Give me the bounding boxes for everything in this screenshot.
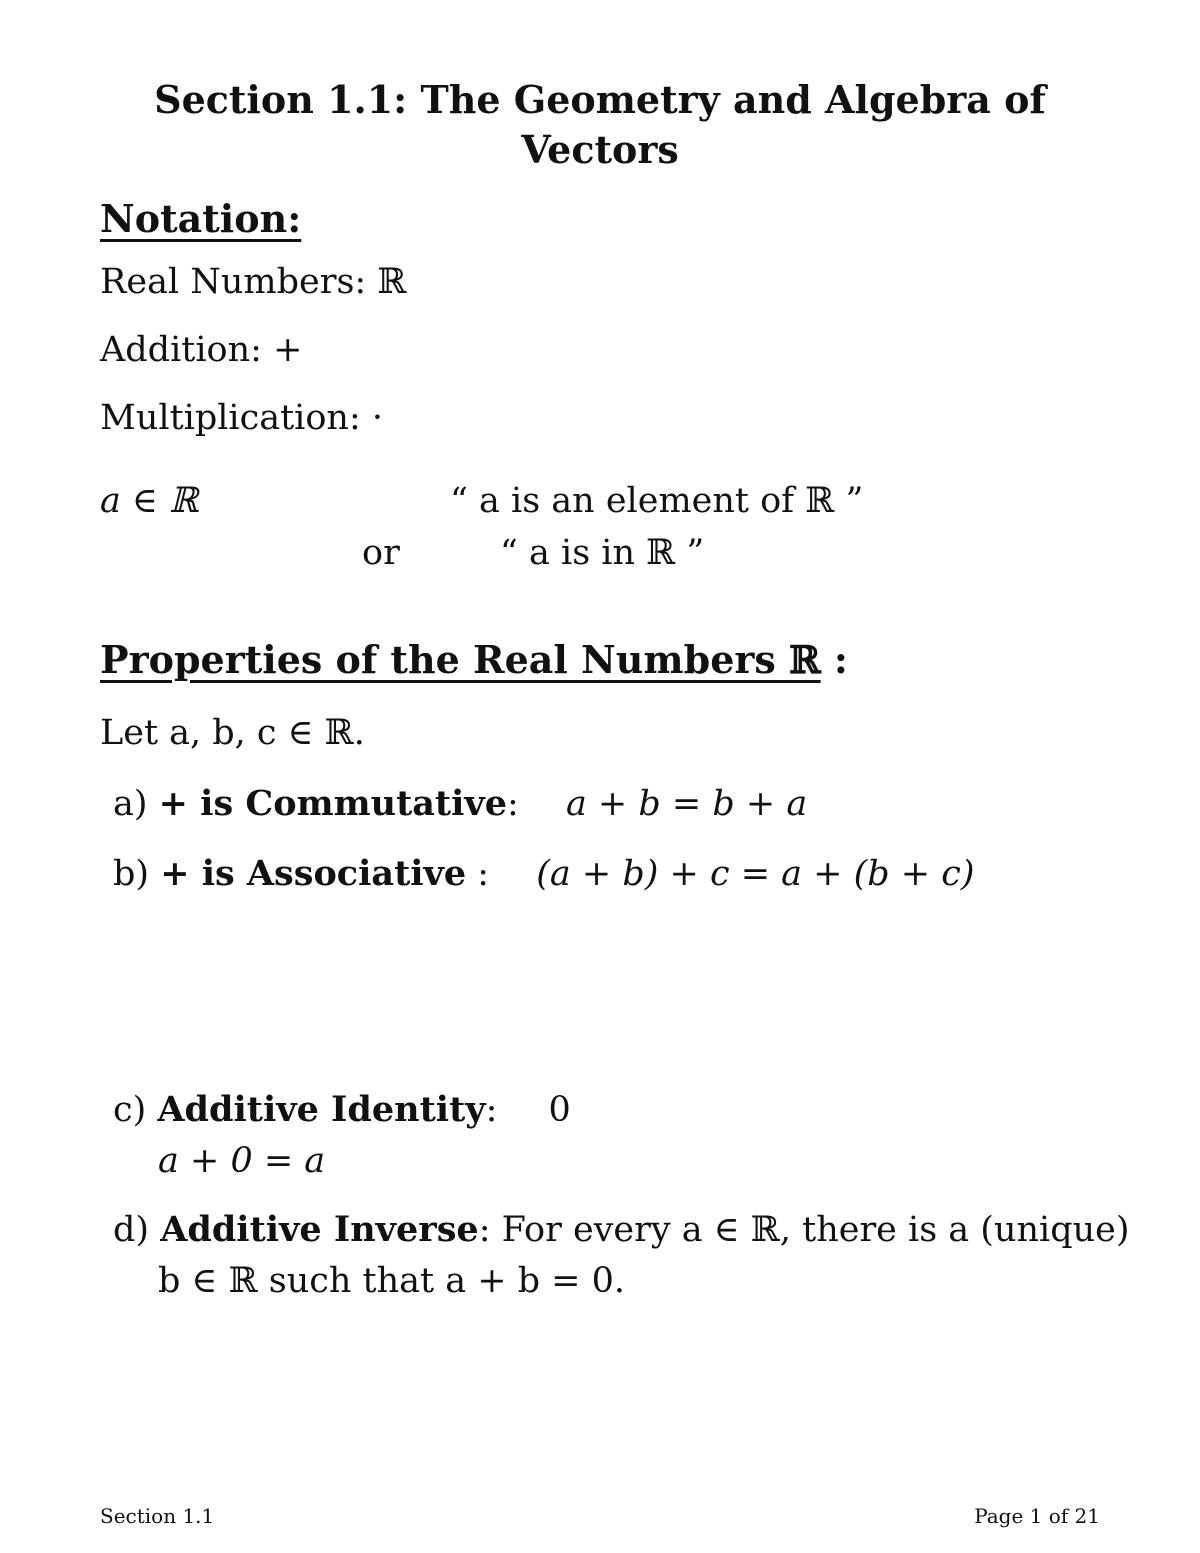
page-title-line2: Vectors xyxy=(521,127,679,172)
property-name: + is Associative xyxy=(160,853,467,894)
properties-heading-text: Properties of the Real Numbers ℝ xyxy=(100,637,821,682)
addition-line: Addition: + xyxy=(100,330,303,370)
item-label: c) xyxy=(113,1090,147,1130)
property-associative xyxy=(113,853,975,894)
property-name: Additive Identity xyxy=(157,1089,486,1130)
inverse-text-line2: b ∈ ℝ such that a + b = 0. xyxy=(158,1261,626,1301)
property-sep: : xyxy=(507,784,519,824)
item-label: b) xyxy=(113,854,150,894)
multiplication-line: Multiplication: · xyxy=(100,398,384,438)
property-sep: : xyxy=(466,854,490,894)
property-commutative xyxy=(113,783,807,824)
property-sep: : xyxy=(478,1210,491,1250)
property-sep: : xyxy=(485,1090,498,1130)
item-label: d) xyxy=(113,1210,150,1250)
item-label: a) xyxy=(113,784,148,824)
or-word: or xyxy=(362,533,400,573)
let-statement: Let a, b, c ∈ ℝ. xyxy=(100,713,365,753)
membership-symbol: a ∈ ℝ xyxy=(100,481,199,521)
identity-formula: a + 0 = a xyxy=(158,1141,326,1181)
is-in-phrase: “ a is in ℝ ” xyxy=(500,533,705,573)
property-formula: (a + b) + c = a + (b + c) xyxy=(536,854,975,894)
inverse-text-line1: For every a ∈ ℝ, there is a (unique) xyxy=(501,1210,1130,1250)
real-numbers-line: Real Numbers: ℝ xyxy=(100,262,407,302)
footer-section: Section 1.1 xyxy=(100,1504,215,1528)
element-of-phrase: “ a is an element of ℝ ” xyxy=(450,481,864,521)
properties-heading xyxy=(100,637,848,682)
notation-heading: Notation: xyxy=(100,196,302,241)
property-additive-identity xyxy=(113,1089,571,1130)
identity-value: 0 xyxy=(548,1090,571,1130)
page-title: Section 1.1: The Geometry and Algebra of xyxy=(154,77,1046,122)
property-formula: a + b = b + a xyxy=(565,784,808,824)
property-name: Additive Inverse xyxy=(160,1209,479,1250)
footer-page-number: Page 1 of 21 xyxy=(974,1504,1100,1528)
property-additive-inverse xyxy=(113,1209,1130,1250)
property-name: + is Commutative xyxy=(158,783,507,824)
properties-heading-colon: : xyxy=(833,637,848,682)
